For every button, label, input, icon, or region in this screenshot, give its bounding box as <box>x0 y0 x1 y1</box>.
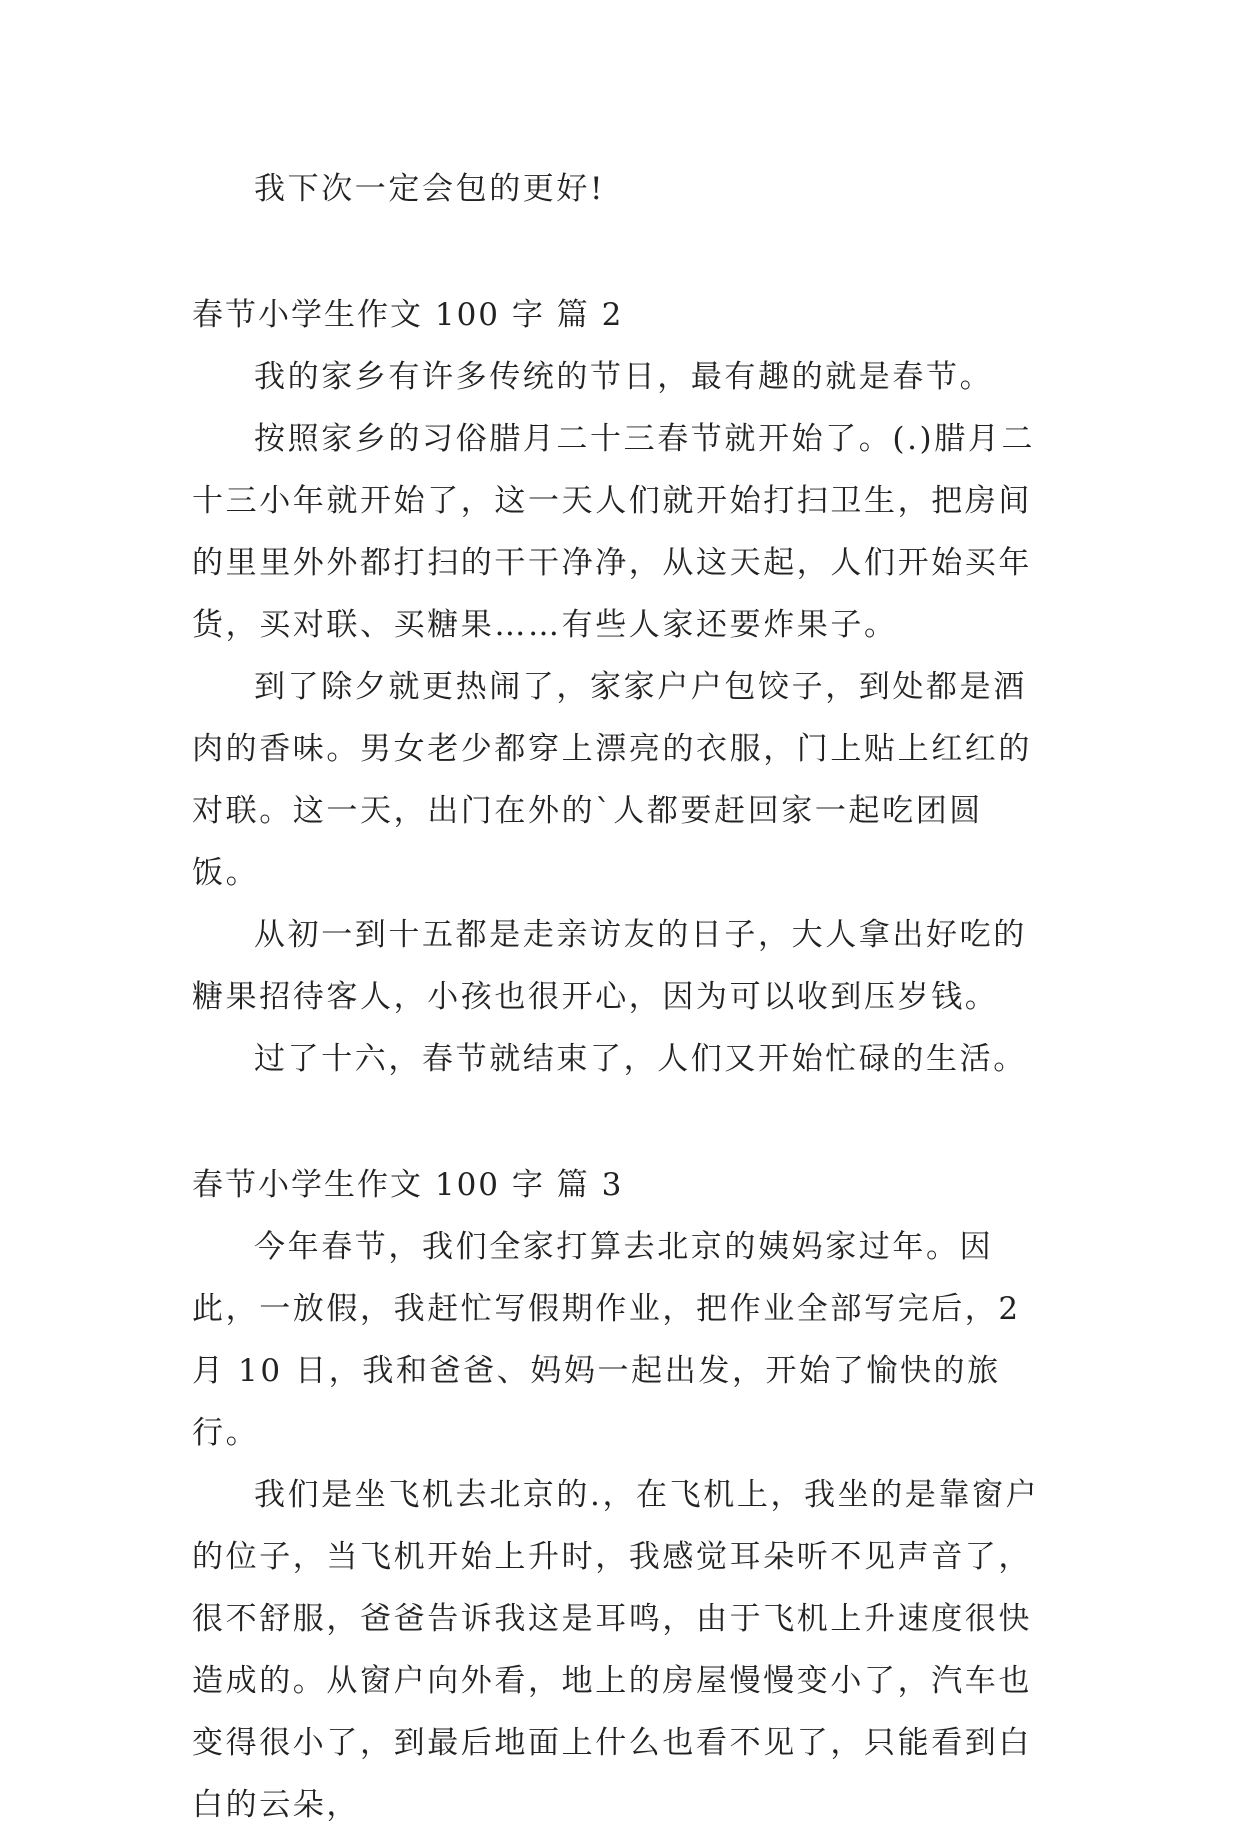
section2-paragraph: 到了除夕就更热闹了，家家户户包饺子，到处都是酒肉的香味。男女老少都穿上漂亮的衣服，门上贴上红红的对联。这一天，出门在外的`人都要赶回家一起吃团圆饭。 <box>192 669 1032 891</box>
section-spacer <box>192 220 1050 284</box>
section2-paragraph: 按照家乡的习俗腊月二十三春节就开始了。(.)腊月二十三小年就开始了，这一天人们就开始打扫卫生，把房间的里里外外都打扫的干干净净，从这天起，人们开始买年货，买对联、买糖果……有些人家还要炸果子。 <box>192 421 1036 643</box>
section-spacer <box>192 1090 1050 1154</box>
section2-paragraph: 我的家乡有许多传统的节日，最有趣的就是春节。 <box>254 359 994 395</box>
opening-paragraph: 我下次一定会包的更好! <box>254 171 606 207</box>
section-heading-3: 春节小学生作文 100 字 篇 3 <box>192 1167 624 1203</box>
document-body <box>192 158 1050 1836</box>
section-heading-2: 春节小学生作文 100 字 篇 2 <box>192 297 624 333</box>
section3-paragraph: 今年春节，我们全家打算去北京的姨妈家过年。因此，一放假，我赶忙写假期作业，把作业全部写完后，2 月 10 日，我和爸爸、妈妈一起出发，开始了愉快的旅行。 <box>192 1229 1021 1451</box>
section2-paragraph: 从初一到十五都是走亲访友的日子，大人拿出好吃的糖果招待客人，小孩也很开心，因为可以收到压岁钱。 <box>192 917 1027 1015</box>
section2-paragraph: 过了十六，春节就结束了，人们又开始忙碌的生活。 <box>254 1041 1027 1077</box>
section3-paragraph: 我们是坐飞机去北京的.，在飞机上，我坐的是靠窗户的位子，当飞机开始上升时，我感觉耳朵听不见声音了，很不舒服，爸爸告诉我这是耳鸣，由于飞机上升速度很快造成的。从窗户向外看，地上的房屋慢慢变小了，汽车也变得很小了，到最后地面上什么也看不见了，只能看到白白的云朵， <box>192 1477 1040 1823</box>
